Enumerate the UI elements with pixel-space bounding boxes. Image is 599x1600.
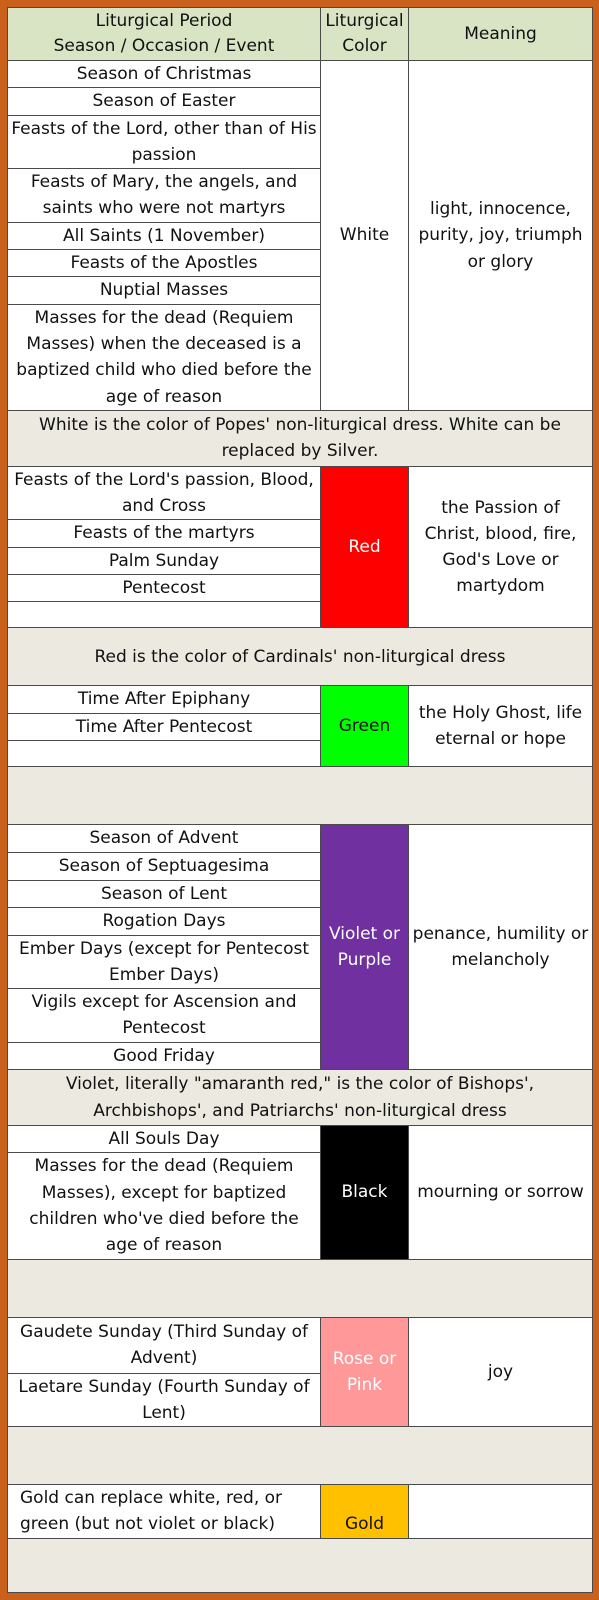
spacer-row [8,766,593,824]
event-cell: Masses for the dead (Requiem Masses), except for baptized children who've died before the age of reason [8,1153,321,1259]
note-row [8,628,593,686]
event-cell: Feasts of the Apostles [8,250,321,277]
event-cell: All Souls Day [8,1126,321,1153]
table-row [8,466,593,520]
spacer-row [8,1427,593,1485]
color-swatch-rose: Rose or Pink [321,1317,409,1427]
color-swatch-white: White [321,61,409,411]
spacer-row [8,1259,593,1317]
table-row [8,686,593,713]
event-cell: Nuptial Masses [8,277,321,304]
event-cell: Vigils except for Ascension and Pentecost [8,989,321,1043]
spacer-cell [8,1538,593,1592]
meaning-cell-white: light, innocence, purity, joy, triumph or glory [409,61,593,411]
table-row [8,1126,593,1153]
empty-cell [8,740,321,766]
event-cell: Season of Advent [8,824,321,852]
spacer-cell [8,766,593,824]
header-meaning: Meaning [409,8,593,61]
event-cell: Good Friday [8,1042,321,1069]
color-swatch-violet: Violet or Purple [321,824,409,1069]
event-cell: Laetare Sunday (Fourth Sunday of Lent) [8,1373,321,1427]
event-cell: Season of Septuagesima [8,852,321,880]
table-row [8,61,593,88]
event-cell: Feasts of the Lord, other than of His passion [8,115,321,169]
color-swatch-black: Black [321,1126,409,1259]
event-cell: Ember Days (except for Pentecost Ember Days) [8,935,321,989]
header-period [8,8,321,61]
meaning-cell-rose: joy [409,1317,593,1427]
note-red: Red is the color of Cardinals' non-liturgical dress [8,628,593,686]
table-row [8,1485,593,1539]
meaning-cell-green: the Holy Ghost, life eternal or hope [409,686,593,767]
color-swatch-gold: Gold [321,1485,409,1539]
header-period-line2: Season / Occasion / Event [53,36,275,56]
event-cell: Masses for the dead (Requiem Masses) when the deceased is a baptized child who died before the age of reason [8,304,321,410]
note-row [8,1070,593,1126]
event-cell: Rogation Days [8,908,321,935]
event-cell: Feasts of Mary, the angels, and saints who were not martyrs [8,169,321,223]
spacer-cell [8,1427,593,1485]
event-cell: Gaudete Sunday (Third Sunday of Advent) [8,1317,321,1373]
header-color-line2: Color [342,36,387,56]
event-cell: All Saints (1 November) [8,222,321,249]
event-cell: Season of Easter [8,88,321,115]
meaning-cell-black: mourning or sorrow [409,1126,593,1259]
event-cell: Time After Pentecost [8,713,321,740]
header-row [8,8,593,61]
event-cell: Season of Lent [8,880,321,907]
note-white: White is the color of Popes' non-liturgical dress. White can be replaced by Silver. [8,410,593,466]
event-cell: Palm Sunday [8,547,321,574]
event-cell: Feasts of the martyrs [8,520,321,547]
spacer-row [8,1538,593,1592]
event-cell: Season of Christmas [8,61,321,88]
meaning-cell-violet: penance, humility or melancholy [409,824,593,1069]
header-period-line1: Liturgical Period [95,11,233,31]
table-row [8,824,593,852]
table-row [8,1317,593,1373]
event-cell: Pentecost [8,575,321,602]
empty-cell [8,602,321,628]
header-color-line1: Liturgical [325,11,404,31]
color-swatch-red: Red [321,466,409,627]
event-cell: Gold can replace white, red, or green (but not violet or black) [8,1485,321,1539]
event-cell: Feasts of the Lord's passion, Blood, and Cross [8,466,321,520]
spacer-cell [8,1259,593,1317]
event-cell: Time After Epiphany [8,686,321,713]
note-row [8,410,593,466]
note-violet: Violet, literally "amaranth red," is the color of Bishops', Archbishops', and Patriarchs' non-liturgical dress [8,1070,593,1126]
color-swatch-green: Green [321,686,409,767]
meaning-cell-red: the Passion of Christ, blood, fire, God's Love or martydom [409,466,593,627]
header-color [321,8,409,61]
meaning-cell-gold [409,1485,593,1539]
liturgical-colors-table [7,7,593,1593]
